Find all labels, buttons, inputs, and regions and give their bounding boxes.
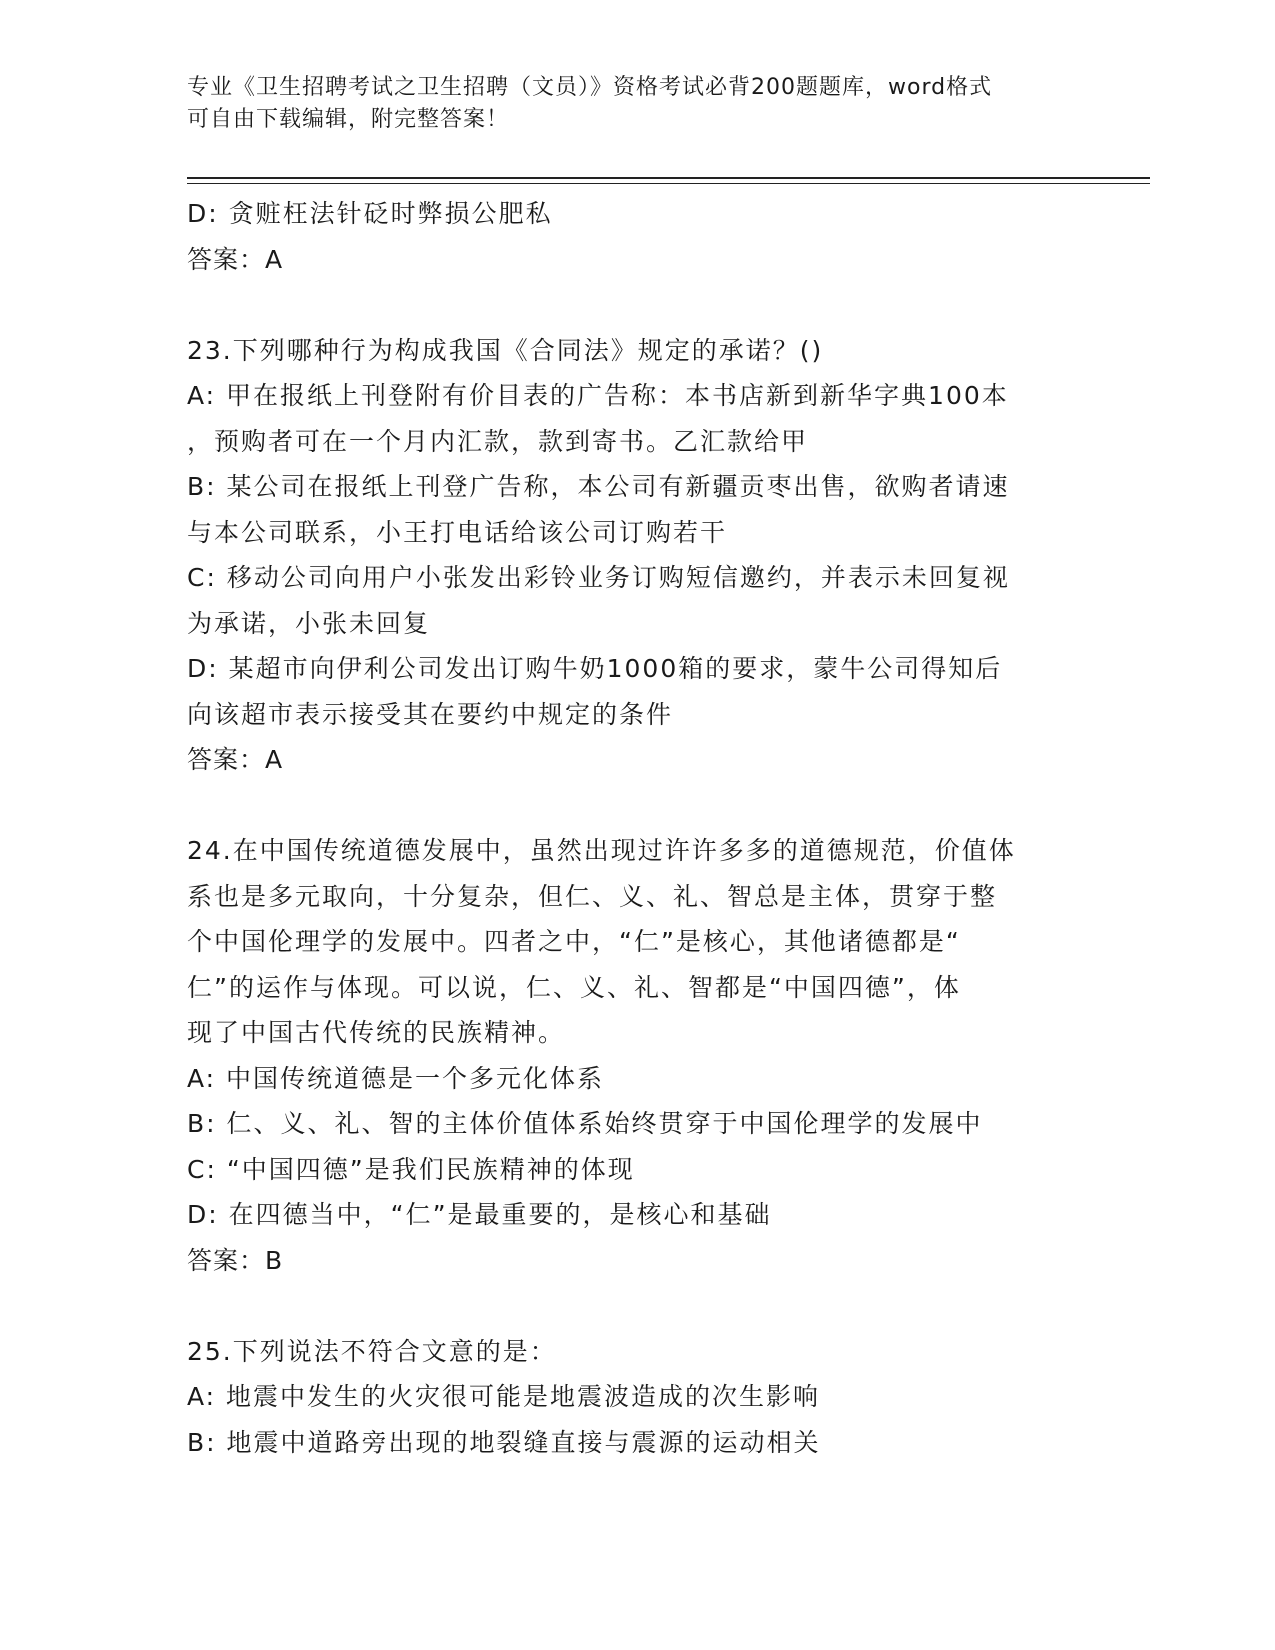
q24-answer: 答案：B — [187, 1245, 284, 1275]
q24-stem-line-4: 仁”的运作与体现。可以说，仁、义、礼、智都是“中国四德”，体 — [187, 972, 961, 1002]
q22-option-d: D: 贪赃枉法针砭时弊损公肥私 — [187, 199, 553, 228]
q23-option-d-line-2: 向该超市表示接受其在要约中规定的条件 — [187, 699, 674, 729]
q23-stem: 23.下列哪种行为构成我国《合同法》规定的承诺？() — [187, 335, 824, 365]
q24-stem-line-3: 个中国伦理学的发展中。四者之中，“仁”是核心，其他诸德都是“ — [187, 927, 961, 956]
header-divider-thin — [187, 183, 1150, 184]
q25-stem: 25.下列说法不符合文意的是： — [187, 1336, 557, 1366]
q23-option-a-line-2: ，预购者可在一个月内汇款，款到寄书。乙汇款给甲 — [187, 426, 809, 456]
q25-option-a: A: 地震中发生的火灾很可能是地震波造成的次生影响 — [187, 1382, 821, 1411]
q23-option-c-line-1: C: 移动公司向用户小张发出彩铃业务订购短信邀约，并表示未回复视 — [187, 563, 1010, 592]
q24-option-d: D: 在四德当中，“仁”是最重要的，是核心和基础 — [187, 1200, 772, 1229]
question-25 — [187, 1329, 1092, 1466]
q22-answer: 答案：A — [187, 244, 284, 274]
header-divider-thick — [187, 177, 1150, 179]
header-title-line-2: 可自由下载编辑，附完整答案！ — [187, 107, 510, 132]
q24-stem-line-5: 现了中国古代传统的民族精神。 — [187, 1018, 566, 1047]
q23-option-c-line-2: 为承诺，小张未回复 — [187, 608, 431, 638]
q24-option-b: B: 仁、义、礼、智的主体价值体系始终贯穿于中国伦理学的发展中 — [187, 1109, 983, 1138]
q24-option-c: C: “中国四德”是我们民族精神的体现 — [187, 1154, 635, 1184]
question-23 — [187, 328, 1092, 783]
q23-option-a-line-1: A: 甲在报纸上刊登附有价目表的广告称：本书店新到新华字典100本 — [187, 381, 1009, 410]
q24-option-a: A: 中国传统道德是一个多元化体系 — [187, 1063, 605, 1093]
q24-stem-line-2: 系也是多元取向，十分复杂，但仁、义、礼、智总是主体，贯穿于整 — [187, 881, 998, 911]
question-22-tail — [187, 191, 1092, 282]
q23-option-b-line-2: 与本公司联系，小王打电话给该公司订购若干 — [187, 517, 728, 547]
document-header — [187, 72, 1087, 136]
q23-option-d-line-1: D: 某超市向伊利公司发出订购牛奶1000箱的要求，蒙牛公司得知后 — [187, 654, 1003, 683]
spacer — [187, 1283, 1092, 1329]
question-content — [187, 191, 1092, 1465]
q24-stem-line-1: 24.在中国传统道德发展中，虽然出现过许许多多的道德规范，价值体 — [187, 836, 1016, 865]
header-title-line-1: 专业《卫生招聘考试之卫生招聘（文员）》资格考试必背200题题库，word格式 — [187, 75, 993, 100]
question-24 — [187, 828, 1092, 1283]
spacer — [187, 282, 1092, 328]
spacer — [187, 783, 1092, 829]
q23-answer: 答案：A — [187, 745, 284, 774]
q25-option-b: B: 地震中道路旁出现的地裂缝直接与震源的运动相关 — [187, 1427, 821, 1457]
q23-option-b-line-1: B: 某公司在报纸上刊登广告称，本公司有新疆贡枣出售，欲购者请速 — [187, 472, 1010, 501]
